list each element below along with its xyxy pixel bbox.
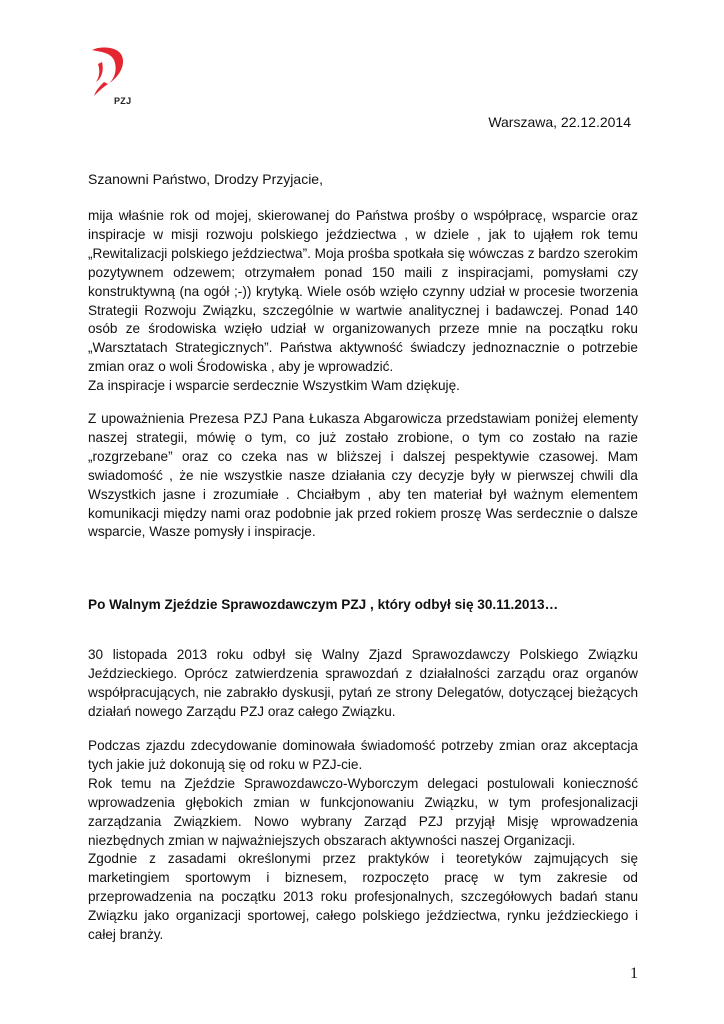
paragraph-text: Rok temu na Zjeździe Sprawozdawczo-Wyborczym delegaci postulowali konieczność wprowadzenia głębokich zmian w funkcjonowaniu Związku, w tym profesjonalizacji zarządzania Związkiem. Nowo wybrany Zarząd PZJ przyjął Misję wprowadzenia niezbędnych zmian w najważniejszych obszarach aktywności naszej Organizacji. [88, 775, 638, 848]
section-heading: Po Walnym Zjeździe Sprawozdawczym PZJ , który odbył się 30.11.2013… [88, 597, 559, 612]
letter-date: Warszawa, 22.12.2014 [488, 114, 631, 130]
paragraph-text: mija właśnie rok od mojej, skierowanej do Państwa prośby o współpracę, wsparcie oraz inspiracje w misji rozwoju polskiego jeździectwa , w dziele , jak to ująłem rok temu „Rewitalizacji polskiego jeździectwa”. Moja prośba spotkała się wówczas z bardzo szerokim pozytywnem odzewem; otrzymałem ponad 150 maili z inspiracjami, pomysłami czy konstruktywną (na ogół ;-)) krytyką. Wiele osób wzięło czynny udział w procesie tworzenia Strategii Rozwoju Związku, szczególnie w wartwie analitycznej i badawczej. Ponad 140 osób ze środowiska wzięło udział w organizowanych przeze mnie na początku roku „Warsztatach Strategicznych”. Państwa aktywność świadczy jednoznacznie o potrzebie zmian oraz o woli Środowiska , aby je wprowadzić. [88, 208, 639, 375]
greeting: Szanowni Państwo, Drodzy Przyjacie, [88, 171, 323, 187]
paragraph-text: Podczas zjazdu zdecydowanie dominowała świadomość potrzeby zmian oraz akceptacja tych jakie już dokonują się od roku w PZJ-cie. [88, 738, 638, 772]
logo-text: PZJ [114, 96, 132, 106]
paragraph-intro [88, 207, 638, 396]
paragraph-text: Zgodnie z zasadami określonymi przez praktyków i teoretyków zajmujących się marketingiem sportowym i biznesem, rozpoczęto pracę w tym zakresie od przeprowadzenia na początku 2013 roku profesjonalnych, szczegółowych badań stanu Związku jako organizacji sportowej, całego polskiego jeździectwa, rynku jeździeckiego i całej branży. [88, 851, 638, 943]
paragraph-text: Za inspiracje i wsparcie serdecznie Wszystkim Wam dziękuję. [88, 378, 460, 394]
pzj-logo [88, 44, 144, 112]
paragraph-text: 30 listopada 2013 roku odbył się Walny Zjazd Sprawozdawczy Polskiego Związku Jeździeckiego. Oprócz zatwierdzenia sprawozdań z działalności zarządu oraz organów współpracujących, nie zabrakło dyskusji, pytań ze strony Delegatów, dotyczącej bieżących działań nowego Zarządu PZJ oraz całego Związku. [88, 647, 638, 719]
paragraph-strategy [88, 410, 638, 542]
pzj-logo-mark [88, 44, 128, 98]
paragraph-congress [88, 646, 638, 722]
paragraph-text: Z upoważnienia Prezesa PZJ Pana Łukasza Abgarowicza przedstawiam poniżej elementy naszej strategii, mówię o tym, co już zostało zrobione, o tym co zostało na razie „rozgrzebane” oraz co czeka nas w bliższej i dalszej pespektywie czasowej. Mam swiadomość , że nie wszystkie nasze działania czy decyzje były w pierwszej chwili dla Wszystkich jasne i zrozumiałe . Chciałbym , aby ten materiał był ważnym elementem komunikacji między nami oraz podobnie jak przed rokiem proszę Was serdecznie o dalsze wsparcie, Wasze pomysły i inspiracje. [88, 411, 638, 540]
page-number: 1 [630, 965, 638, 982]
paragraph-changes [88, 737, 638, 945]
